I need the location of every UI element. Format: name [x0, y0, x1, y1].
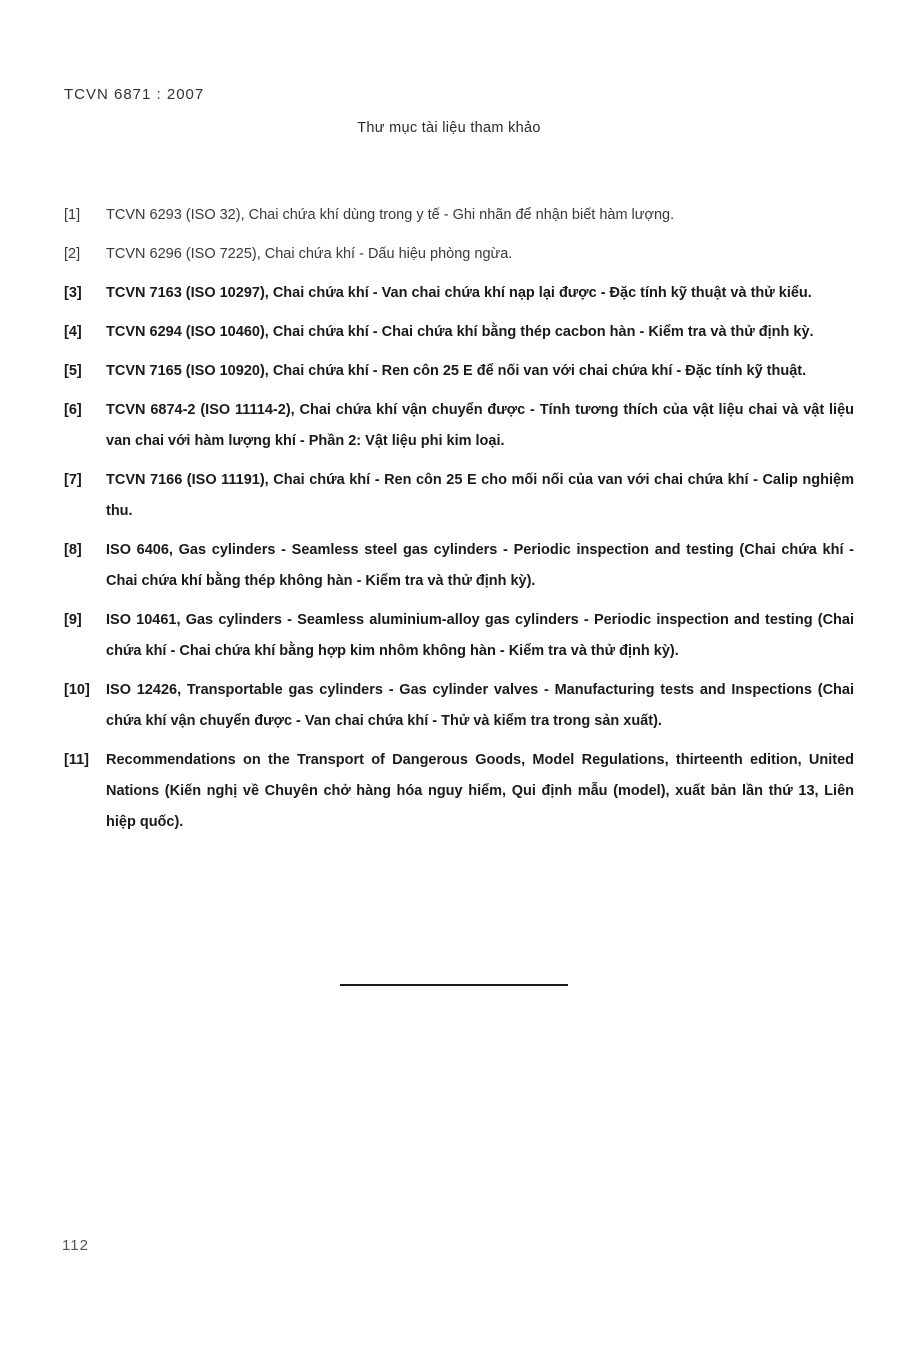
reference-number: [7] — [64, 472, 82, 488]
reference-item-4 — [64, 317, 854, 348]
reference-number: [5] — [64, 363, 82, 379]
end-divider — [340, 984, 568, 986]
reference-text: TCVN 6293 (ISO 32), Chai chứa khí dùng trong y tế - Ghi nhãn để nhận biết hàm lượng. — [106, 207, 675, 223]
reference-item-9 — [64, 605, 854, 667]
reference-text: ISO 12426, Transportable gas cylinders - Gas cylinder valves - Manufacturing tests and Inspections (Chai chứa khí vận chuyển được - Van chai chứa khí - Thử và kiểm tra trong sản xuất). — [106, 682, 854, 729]
reference-item-10 — [64, 675, 854, 737]
reference-number: [11] — [64, 752, 89, 768]
reference-number: [3] — [64, 285, 82, 301]
reference-item-8 — [64, 535, 854, 597]
reference-text: TCVN 6874-2 (ISO 11114-2), Chai chứa khí vận chuyển được - Tính tương thích của vật liệu chai và vật liệu van chai với hàm lượng khí - Phần 2: Vật liệu phi kim loại. — [106, 402, 854, 449]
reference-text: TCVN 7166 (ISO 11191), Chai chứa khí - Ren côn 25 E cho mối nối của van với chai chứa khí - Calip nghiệm thu. — [106, 472, 854, 519]
standard-code: TCVN 6871 : 2007 — [64, 86, 205, 103]
reference-text: TCVN 6296 (ISO 7225), Chai chứa khí - Dấu hiệu phòng ngừa. — [106, 246, 513, 262]
reference-item-11 — [64, 745, 854, 838]
reference-text: TCVN 7165 (ISO 10920), Chai chứa khí - Ren côn 25 E để nối van với chai chứa khí - Đặc tính kỹ thuật. — [106, 363, 807, 379]
reference-text: TCVN 7163 (ISO 10297), Chai chứa khí - Van chai chứa khí nạp lại được - Đặc tính kỹ thuật và thử kiểu. — [106, 285, 812, 301]
reference-number: [1] — [64, 207, 81, 223]
reference-item-6 — [64, 395, 854, 457]
page-title: Thư mục tài liệu tham khảo — [357, 120, 541, 136]
reference-number: [9] — [64, 612, 82, 628]
reference-number: [2] — [64, 246, 81, 262]
reference-number: [10] — [64, 682, 90, 698]
reference-number: [8] — [64, 542, 82, 558]
page-number: 112 — [62, 1237, 89, 1254]
reference-text: Recommendations on the Transport of Dangerous Goods, Model Regulations, thirteenth edition, United Nations (Kiến nghị về Chuyên chở hàng hóa nguy hiểm, Qui định mẫu (model), xuất bản lần thứ 13, Liên hiệp quốc). — [106, 752, 854, 830]
reference-text: ISO 10461, Gas cylinders - Seamless aluminium-alloy gas cylinders - Periodic inspection and testing (Chai chứa khí - Chai chứa khí bằng hợp kim nhôm không hàn - Kiểm tra và thử định kỳ). — [106, 612, 854, 659]
reference-item-3 — [64, 278, 854, 309]
reference-item-1 — [64, 200, 854, 231]
reference-list — [64, 200, 854, 846]
reference-item-7 — [64, 465, 854, 527]
reference-number: [6] — [64, 402, 82, 418]
reference-text: TCVN 6294 (ISO 10460), Chai chứa khí - Chai chứa khí bằng thép cacbon hàn - Kiểm tra và thử định kỳ. — [106, 324, 814, 340]
reference-item-2 — [64, 239, 854, 270]
reference-text: ISO 6406, Gas cylinders - Seamless steel gas cylinders - Periodic inspection and testing (Chai chứa khí - Chai chứa khí bằng thép không hàn - Kiểm tra và thử định kỳ). — [106, 542, 854, 589]
reference-item-5 — [64, 356, 854, 387]
reference-number: [4] — [64, 324, 82, 340]
